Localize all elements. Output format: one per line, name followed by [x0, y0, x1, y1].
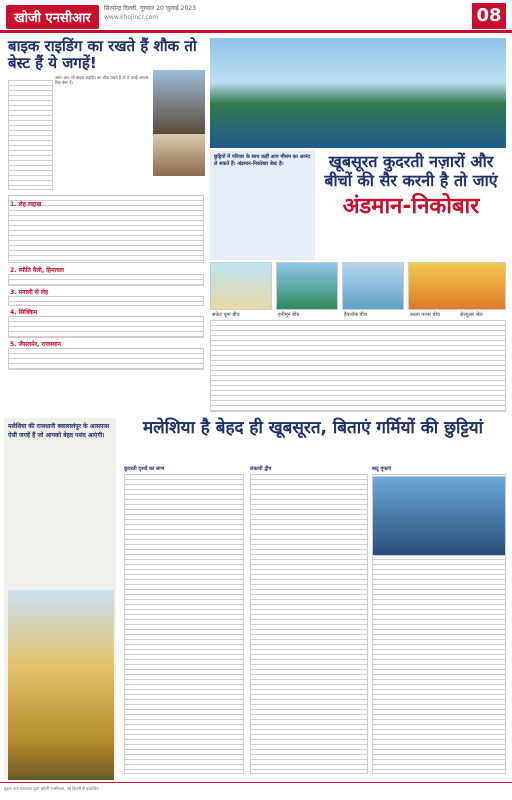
malaysia-headline: मलेशिया है बेहद ही खूबसूरत, बिताएं गर्मियों की छुट्टियां — [142, 418, 484, 438]
caption-5: सेल्युलर जेल — [460, 312, 483, 318]
andaman-headline: खूबसूरत कुदरती नज़ारों और बीचों की सैर करनी है तो जाएं — [324, 152, 498, 190]
beach-photo-1 — [210, 262, 272, 310]
bike-photo — [153, 70, 205, 134]
text-block — [8, 296, 204, 306]
malaysia-col-1 — [124, 474, 244, 774]
point-1: 1. लेह लद्दाख — [10, 201, 42, 208]
andaman-title: अंडमान-निकोबार — [342, 194, 480, 219]
text-block — [8, 348, 204, 370]
subhead-2: लंकावी द्वीप — [250, 466, 272, 472]
caption-1: सफेद चूना बीच — [212, 312, 240, 318]
caption-3: हैवलॉक बीच — [344, 312, 367, 318]
malaysia-photo — [372, 476, 506, 556]
masthead — [0, 0, 512, 33]
bike-headline: बाइक राइडिंग का रखते हैं शौक तो बेस्ट हैं ये जगहें! — [8, 37, 197, 72]
text-block — [8, 316, 204, 338]
beach-photo-2 — [276, 262, 338, 310]
bike-text — [8, 80, 53, 190]
statue-photo — [8, 590, 114, 780]
beach-photo-3 — [342, 262, 404, 310]
website: www.khojincr.com — [104, 14, 159, 21]
bike-photo-2 — [153, 134, 205, 176]
text-block — [8, 274, 204, 286]
point-4: 4. सिक्किम — [10, 309, 38, 316]
andaman-quote: छुट्टियों में परिवार के साथ कहीं आप मौसम का आनंद ले सकते हैं। अंडमान-निकोबार बेस्ट है। — [210, 150, 315, 260]
caption-2: हनीमून बीच — [278, 312, 300, 318]
malaysia-col-2 — [250, 474, 368, 774]
point-5: 5. जैसलमेर, राजस्थान — [10, 341, 61, 348]
beach-photo-4 — [408, 262, 506, 310]
bike-lead: अगर आप भी बाइक राइडिंग का शौक रखते हैं तो ये जगहें आपके लिए बेस्ट हैं। — [55, 75, 149, 85]
footer: मुद्रक तथा प्रकाशक द्वारा खोजी एनसीआर, नई दिल्ली से प्रकाशित — [0, 782, 512, 800]
caption-4: काला पत्थर बीच — [410, 312, 441, 318]
andaman-hero-photo — [210, 38, 506, 148]
page-number: 08 — [472, 3, 506, 29]
andaman-body — [210, 320, 506, 412]
subhead-3: बाटू गुफाएं — [372, 466, 392, 472]
newspaper-logo: खोजी एनसीआर — [6, 5, 99, 29]
malaysia-side-quote: मलेशिया की राजधानी क्वालालंपुर के आसपास ऐसी जगहें हैं जो आपको बेहद पसंद आएंगी। — [4, 418, 116, 778]
issue-date: सिरसेन्द्र दिल्ली, गुरुवार 20 जुलाई 2023 — [104, 5, 196, 12]
subhead-1: कुदरती दृश्यों का लाभ — [124, 466, 165, 472]
point-2: 2. स्पीति वैली, हिमाचल — [10, 267, 64, 274]
point-3: 3. मनाली से लेह — [10, 289, 49, 296]
